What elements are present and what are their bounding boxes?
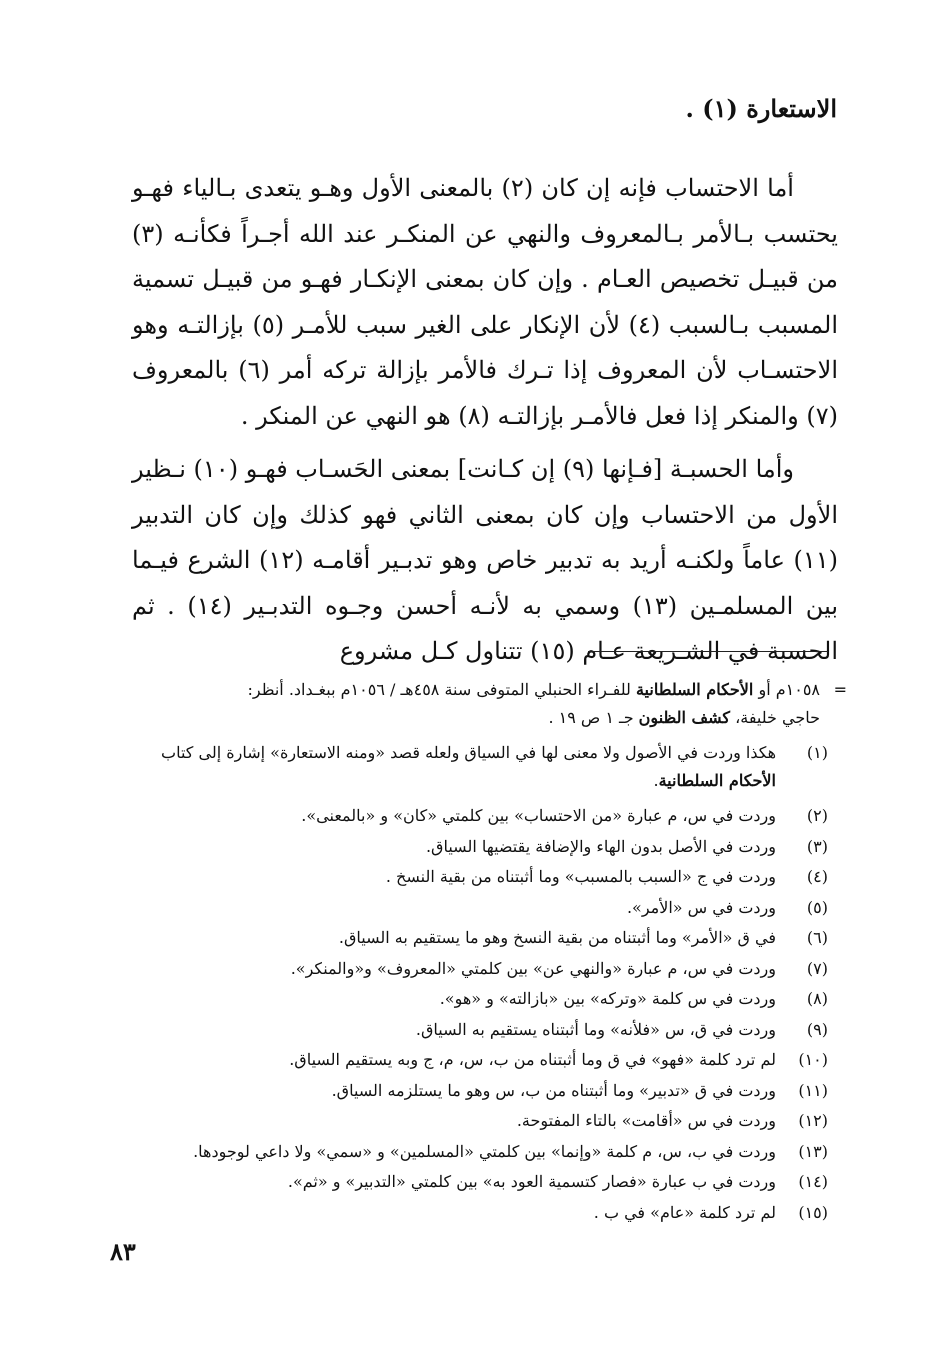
footnote-number: (١١) bbox=[798, 1080, 828, 1100]
footnote: (١٠) لم ترد كلمة «فهو» في ق وما أثبتناه من ب، س، م، ج وبه يستقيم السياق. bbox=[132, 1045, 840, 1076]
footnote-number: (٢) bbox=[806, 806, 828, 825]
footnote-number: (١٠) bbox=[798, 1050, 828, 1069]
footnote-number: (٩) bbox=[806, 1019, 828, 1039]
footnote-separator bbox=[588, 651, 828, 652]
book-title: الأحكام السلطانية bbox=[635, 680, 754, 699]
footnotes-list bbox=[132, 739, 840, 1228]
footnote: (١٥) لم ترد كلمة «عام» في ب . bbox=[132, 1198, 840, 1229]
footnote: (٨) وردت في س كلمة «وتركه» بين «بازالته» و «هو». bbox=[132, 984, 840, 1015]
footnote: (٦) في ق «الأمر» وما أثبتناه من بقية النسخ وهو ما يستقيم به السياق. bbox=[132, 923, 840, 954]
footnote-number: (٧) bbox=[806, 958, 828, 978]
footnote-continuation bbox=[132, 676, 820, 732]
footnote-number: (٣) bbox=[806, 836, 828, 856]
footnote-continuation-line-2: حاجي خليفة، كشف الظنون جـ ١ ص ١٩ . bbox=[548, 708, 820, 727]
body-paragraph-2: وأما الحسبـة [فـإنها (٩) إن كـانت] بمعنى الحَسـاب فهـو (١٠) نـظير الأول من الاحتساب وإن كان بمعنى الثاني فهو كذلك وإن كان التدبير (١١) عاماً ولكنـه أريد به تدبير خاص وهو تدبـير أقامـه (١٢) الشرع فيـما بين المسلمـين (١٣) وسمي به لأنـه أحسن وجـوه التدبـير (١٤) . ثم الحسبة في الشـريعة عـام (١٥) تتناول كـل مشروع bbox=[132, 455, 839, 666]
section-heading: الاستعارة (١) . bbox=[685, 94, 837, 123]
footnote: (٤) وردت في ج «السبب بالمسبب» وما أثبتناه من بقية النسخ . bbox=[132, 862, 840, 893]
footnote-number: (٨) bbox=[806, 989, 828, 1008]
footnote: (١٢) وردت في س «أقامت» بالتاء المفتوحة. bbox=[132, 1106, 840, 1137]
footnote-number: (١٢) bbox=[798, 1111, 828, 1130]
footnote: (٩) وردت في ق، س «فلأنه» وما أثبتناه يستقيم به السياق. bbox=[132, 1015, 840, 1046]
footnote-number: (٤) bbox=[806, 867, 828, 886]
book-title: كشف الظنون bbox=[638, 708, 730, 727]
footnote-number: (٦) bbox=[806, 928, 828, 947]
footnote-number: (١) bbox=[806, 743, 828, 762]
footnote-number: (١٥) bbox=[798, 1202, 828, 1222]
footnote-continuation-marker: = bbox=[833, 680, 847, 699]
book-title: الأحكام السلطانية bbox=[658, 771, 776, 790]
footnote-number: (٥) bbox=[806, 897, 828, 917]
footnote: (٣) وردت في الأصل بدون الهاء والإضافة يقتضيها السياق. bbox=[132, 832, 840, 863]
footnote-number: (١٤) bbox=[798, 1172, 828, 1191]
footnote-continuation-line-1: ١٠٥٨م أو الأحكام السلطانية للفـراء الحنبلي المتوفى سنة ٤٥٨هـ / ١٠٥٦م ببغـداد. أنظر: bbox=[247, 680, 820, 699]
footnote: (١٣) وردت في ب، س، م كلمة «وإنما» بين كلمتي «المسلمين» و «سمي» ولا داعي لوجودها. bbox=[132, 1137, 840, 1168]
footnote: (١) هكذا وردت في الأصول ولا معنى لها في السياق ولعله قصد «ومنه الاستعارة» إشارة إلى كتاب الأحكام السلطانية. bbox=[132, 739, 840, 801]
page-number: ٨٣ bbox=[110, 1237, 136, 1266]
body-paragraph-1: أما الاحتساب فإنه إن كان (٢) بالمعنى الأول وهـو يتعدى بـالياء فهـو يحتسب بـالأمر بـالمعروف والنهي عن المنكـر عند الله أجـراً فكأنـه (٣) من قبيـل تخصيص العـام . وإن كان بمعنى الإنكـار فهـو من قبيـل تسمية المسبب بـالسبب (٤) لأن الإنكار على الغير سبب للأمـر (٥) بإزالتـه وهو الاحتسـاب لأن المعروف إذا تـرك فالأمر بإزالة تركه أمر (٦) بالمعروف (٧) والمنكر إذا فعل فالأمـر بإزالتـه (٨) هو النهي عن المنكر . bbox=[132, 174, 839, 430]
footnote: (١١) وردت في ق «تدبير» وما أثبتناه من ب، س وهو ما يستلزمه السياق. bbox=[132, 1076, 840, 1107]
footnote: (٥) وردت في س «الأمر». bbox=[132, 893, 840, 924]
footnote: (١٤) وردت في ب عبارة «فصار كتسمية العود به» بين كلمتي «التدبير» و «ثم». bbox=[132, 1167, 840, 1198]
footnote: (٧) وردت في س، م عبارة «والنهي عن» بين كلمتي «المعروف» و«والمنكر». bbox=[132, 954, 840, 985]
footnote-number: (١٣) bbox=[798, 1141, 828, 1161]
footnote: (٢) وردت في س، م عبارة «من الاحتساب» بين كلمتي «كان» و «بالمعنى». bbox=[132, 801, 840, 832]
